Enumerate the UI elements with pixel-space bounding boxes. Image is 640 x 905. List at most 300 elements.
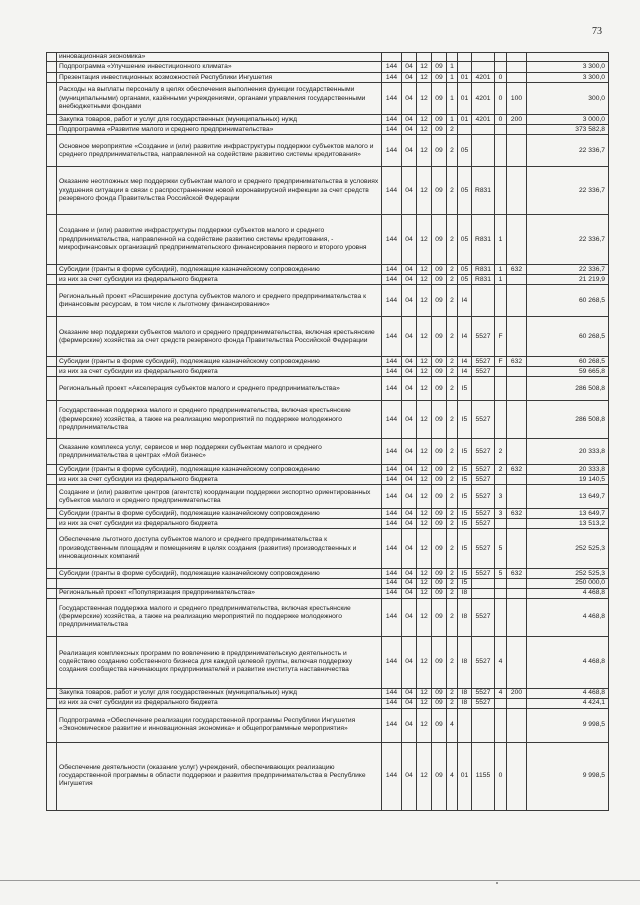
section-code: 04 bbox=[402, 135, 417, 167]
subsection-code: 12 bbox=[417, 377, 432, 401]
expense-type-code bbox=[507, 636, 527, 688]
program-code: 09 bbox=[432, 135, 447, 167]
direction-code: 5527 bbox=[472, 401, 495, 439]
subdirection-code bbox=[495, 62, 507, 73]
row-margin-cell bbox=[47, 83, 57, 115]
section-code: 04 bbox=[402, 285, 417, 317]
row-name: Создание и (или) развитие инфраструктуры поддержки субъектов малого и среднего предпринимательства, направленной на содействие развитию системы кредитования, - микрофинансовых организаций предпринимательского финансирования первого и второго уровня bbox=[57, 215, 382, 265]
subdirection-code: 1 bbox=[495, 215, 507, 265]
row-amount: 373 582,8 bbox=[527, 125, 609, 135]
ministry-code: 144 bbox=[382, 688, 402, 698]
section-code: 04 bbox=[402, 83, 417, 115]
subprogram-code: 2 bbox=[447, 569, 458, 579]
expense-type-code bbox=[507, 598, 527, 636]
row-margin-cell bbox=[47, 135, 57, 167]
row-amount bbox=[527, 53, 609, 62]
subdirection-code bbox=[495, 285, 507, 317]
direction-code bbox=[472, 135, 495, 167]
subsection-code: 12 bbox=[417, 588, 432, 598]
row-amount: 3 300,0 bbox=[527, 62, 609, 73]
ministry-code: 144 bbox=[382, 529, 402, 569]
row-margin-cell bbox=[47, 439, 57, 465]
subsection-code: 12 bbox=[417, 125, 432, 135]
subsection-code: 12 bbox=[417, 115, 432, 125]
event-code: I4 bbox=[458, 285, 472, 317]
program-code: 09 bbox=[432, 73, 447, 83]
event-code: I5 bbox=[458, 509, 472, 519]
row-name bbox=[57, 579, 382, 588]
subsection-code: 12 bbox=[417, 357, 432, 367]
subsection-code: 12 bbox=[417, 579, 432, 588]
event-code bbox=[458, 53, 472, 62]
program-code: 09 bbox=[432, 742, 447, 810]
subsection-code: 12 bbox=[417, 529, 432, 569]
subdirection-code: 1 bbox=[495, 265, 507, 275]
program-code: 09 bbox=[432, 367, 447, 377]
subdirection-code bbox=[495, 588, 507, 598]
row-margin-cell bbox=[47, 636, 57, 688]
ministry-code: 144 bbox=[382, 485, 402, 509]
section-code: 04 bbox=[402, 529, 417, 569]
subdirection-code bbox=[495, 519, 507, 529]
direction-code: 5527 bbox=[472, 529, 495, 569]
subsection-code: 12 bbox=[417, 401, 432, 439]
row-amount: 60 268,5 bbox=[527, 357, 609, 367]
event-code: I5 bbox=[458, 569, 472, 579]
program-code: 09 bbox=[432, 475, 447, 485]
subsection-code: 12 bbox=[417, 569, 432, 579]
row-amount: 9 998,5 bbox=[527, 708, 609, 742]
row-margin-cell bbox=[47, 509, 57, 519]
expense-type-code: 100 bbox=[507, 83, 527, 115]
event-code: 05 bbox=[458, 275, 472, 285]
table-row bbox=[47, 742, 609, 810]
row-name: Основное мероприятие «Создание и (или) развитие инфраструктуры поддержки субъектов малого и среднего предпринимательства, направленной на содействие развитию системы кредитования» bbox=[57, 135, 382, 167]
expense-type-code bbox=[507, 53, 527, 62]
event-code: I4 bbox=[458, 367, 472, 377]
expense-type-code bbox=[507, 708, 527, 742]
expense-type-code bbox=[507, 588, 527, 598]
subdirection-code: 1 bbox=[495, 275, 507, 285]
program-code: 09 bbox=[432, 377, 447, 401]
row-name: Государственная поддержка малого и среднего предпринимательства, включая крестьянские (фермерские) хозяйства, а также на реализацию мероприятий по поддержке молодежного предпринимательства bbox=[57, 598, 382, 636]
ministry-code: 144 bbox=[382, 569, 402, 579]
subprogram-code: 2 bbox=[447, 519, 458, 529]
table-row bbox=[47, 265, 609, 275]
program-code: 09 bbox=[432, 357, 447, 367]
section-code: 04 bbox=[402, 401, 417, 439]
row-name: из них за счет субсидии из федерального бюджета bbox=[57, 475, 382, 485]
event-code: 05 bbox=[458, 167, 472, 215]
table-row bbox=[47, 367, 609, 377]
table-body bbox=[47, 53, 609, 811]
program-code: 09 bbox=[432, 275, 447, 285]
direction-code: 5527 bbox=[472, 485, 495, 509]
row-margin-cell bbox=[47, 167, 57, 215]
row-name: Региональный проект «Расширение доступа субъектов малого и среднего предпринимательства к финансовым ресурсам, в том числе к льготному финансированию» bbox=[57, 285, 382, 317]
subprogram-code: 2 bbox=[447, 135, 458, 167]
row-margin-cell bbox=[47, 317, 57, 357]
subprogram-code: 2 bbox=[447, 636, 458, 688]
ministry-code: 144 bbox=[382, 509, 402, 519]
expense-type-code bbox=[507, 742, 527, 810]
table-row bbox=[47, 115, 609, 125]
table-row bbox=[47, 636, 609, 688]
row-amount: 13 649,7 bbox=[527, 509, 609, 519]
direction-code: 5527 bbox=[472, 465, 495, 475]
ministry-code: 144 bbox=[382, 285, 402, 317]
ministry-code: 144 bbox=[382, 742, 402, 810]
row-name: Обеспечение деятельности (оказание услуг) учреждений, обеспечивающих реализацию государственной программы в области поддержки и развития предпринимательства в Республике Ингушетия bbox=[57, 742, 382, 810]
program-code: 09 bbox=[432, 215, 447, 265]
row-name: Оказание комплекса услуг, сервисов и мер поддержки субъектам малого и среднего предпринимательства в центрах «Мой бизнес» bbox=[57, 439, 382, 465]
subdirection-code: F bbox=[495, 357, 507, 367]
row-amount: 252 525,3 bbox=[527, 529, 609, 569]
event-code: I5 bbox=[458, 519, 472, 529]
ministry-code: 144 bbox=[382, 125, 402, 135]
section-code: 04 bbox=[402, 215, 417, 265]
subsection-code: 12 bbox=[417, 265, 432, 275]
row-margin-cell bbox=[47, 401, 57, 439]
row-amount: 250 000,0 bbox=[527, 579, 609, 588]
table-row bbox=[47, 317, 609, 357]
direction-code: 5527 bbox=[472, 317, 495, 357]
subdirection-code: 3 bbox=[495, 485, 507, 509]
program-code: 09 bbox=[432, 317, 447, 357]
program-code: 09 bbox=[432, 83, 447, 115]
ministry-code: 144 bbox=[382, 698, 402, 708]
event-code: I8 bbox=[458, 698, 472, 708]
subsection-code: 12 bbox=[417, 439, 432, 465]
row-margin-cell bbox=[47, 285, 57, 317]
table-row bbox=[47, 401, 609, 439]
subdirection-code: 0 bbox=[495, 742, 507, 810]
table-row bbox=[47, 598, 609, 636]
expense-type-code bbox=[507, 529, 527, 569]
row-margin-cell bbox=[47, 275, 57, 285]
expense-type-code bbox=[507, 698, 527, 708]
section-code: 04 bbox=[402, 475, 417, 485]
direction-code: 4201 bbox=[472, 115, 495, 125]
event-code: I5 bbox=[458, 529, 472, 569]
row-amount: 21 219,9 bbox=[527, 275, 609, 285]
subprogram-code: 2 bbox=[447, 317, 458, 357]
row-margin-cell bbox=[47, 475, 57, 485]
subprogram-code: 2 bbox=[447, 579, 458, 588]
event-code: 05 bbox=[458, 265, 472, 275]
row-margin-cell bbox=[47, 215, 57, 265]
table-row bbox=[47, 135, 609, 167]
row-margin-cell bbox=[47, 367, 57, 377]
expense-type-code: 200 bbox=[507, 688, 527, 698]
row-name: Обеспечение льготного доступа субъектов малого и среднего предпринимательства к производственным площадям и помещениям в целях создания (развития) производственных и инновационных компаний bbox=[57, 529, 382, 569]
expense-type-code bbox=[507, 285, 527, 317]
event-code: I4 bbox=[458, 317, 472, 357]
section-code: 04 bbox=[402, 73, 417, 83]
expense-type-code bbox=[507, 401, 527, 439]
row-margin-cell bbox=[47, 73, 57, 83]
row-amount: 3 000,0 bbox=[527, 115, 609, 125]
row-margin-cell bbox=[47, 688, 57, 698]
table-row bbox=[47, 485, 609, 509]
subdirection-code bbox=[495, 401, 507, 439]
expense-type-code bbox=[507, 135, 527, 167]
scan-speck bbox=[496, 882, 498, 884]
subsection-code: 12 bbox=[417, 636, 432, 688]
subprogram-code: 2 bbox=[447, 529, 458, 569]
subprogram-code: 1 bbox=[447, 62, 458, 73]
expense-type-code bbox=[507, 475, 527, 485]
subprogram-code bbox=[447, 53, 458, 62]
subsection-code: 12 bbox=[417, 509, 432, 519]
event-code: 01 bbox=[458, 83, 472, 115]
ministry-code: 144 bbox=[382, 115, 402, 125]
subdirection-code: 4 bbox=[495, 688, 507, 698]
subprogram-code: 2 bbox=[447, 439, 458, 465]
table-row bbox=[47, 53, 609, 62]
program-code: 09 bbox=[432, 509, 447, 519]
direction-code bbox=[472, 53, 495, 62]
subprogram-code: 2 bbox=[447, 167, 458, 215]
subdirection-code bbox=[495, 53, 507, 62]
direction-code: 5527 bbox=[472, 367, 495, 377]
subdirection-code bbox=[495, 598, 507, 636]
program-code: 09 bbox=[432, 569, 447, 579]
section-code: 04 bbox=[402, 265, 417, 275]
table-row bbox=[47, 83, 609, 115]
event-code bbox=[458, 125, 472, 135]
direction-code: 5527 bbox=[472, 698, 495, 708]
section-code: 04 bbox=[402, 275, 417, 285]
subdirection-code: 5 bbox=[495, 569, 507, 579]
section-code: 04 bbox=[402, 439, 417, 465]
ministry-code: 144 bbox=[382, 215, 402, 265]
subsection-code: 12 bbox=[417, 285, 432, 317]
subsection-code: 12 bbox=[417, 215, 432, 265]
subdirection-code bbox=[495, 125, 507, 135]
subdirection-code: 0 bbox=[495, 73, 507, 83]
event-code: I8 bbox=[458, 598, 472, 636]
subprogram-code: 2 bbox=[447, 125, 458, 135]
ministry-code: 144 bbox=[382, 465, 402, 475]
subsection-code: 12 bbox=[417, 698, 432, 708]
row-name: Субсидии (гранты в форме субсидий), подлежащие казначейскому сопровождению bbox=[57, 465, 382, 475]
direction-code bbox=[472, 708, 495, 742]
row-margin-cell bbox=[47, 519, 57, 529]
subdirection-code: 3 bbox=[495, 509, 507, 519]
event-code bbox=[458, 708, 472, 742]
subprogram-code: 1 bbox=[447, 83, 458, 115]
row-amount: 252 525,3 bbox=[527, 569, 609, 579]
row-name: Презентация инвестиционных возможностей Республики Ингушетия bbox=[57, 73, 382, 83]
section-code: 04 bbox=[402, 742, 417, 810]
section-code: 04 bbox=[402, 377, 417, 401]
ministry-code: 144 bbox=[382, 519, 402, 529]
expense-type-code: 632 bbox=[507, 265, 527, 275]
ministry-code: 144 bbox=[382, 83, 402, 115]
program-code: 09 bbox=[432, 401, 447, 439]
direction-code: 5527 bbox=[472, 598, 495, 636]
ministry-code: 144 bbox=[382, 598, 402, 636]
row-amount: 286 508,8 bbox=[527, 401, 609, 439]
row-margin-cell bbox=[47, 485, 57, 509]
row-name: из них за счет субсидии из федерального бюджета bbox=[57, 367, 382, 377]
subprogram-code: 2 bbox=[447, 598, 458, 636]
row-amount: 20 333,8 bbox=[527, 439, 609, 465]
subprogram-code: 2 bbox=[447, 377, 458, 401]
row-margin-cell bbox=[47, 742, 57, 810]
event-code: I5 bbox=[458, 439, 472, 465]
row-margin-cell bbox=[47, 579, 57, 588]
direction-code: 4201 bbox=[472, 73, 495, 83]
row-name: Оказание мер поддержки субъектов малого и среднего предпринимательства, включая крестьянские (фермерские) хозяйства за счет средств резервного фонда Правительства Российской Федерации bbox=[57, 317, 382, 357]
row-amount: 22 336,7 bbox=[527, 215, 609, 265]
section-code: 04 bbox=[402, 167, 417, 215]
subdirection-code bbox=[495, 377, 507, 401]
section-code: 04 bbox=[402, 569, 417, 579]
ministry-code: 144 bbox=[382, 708, 402, 742]
section-code: 04 bbox=[402, 708, 417, 742]
subprogram-code: 2 bbox=[447, 357, 458, 367]
row-name: инновационная экономика» bbox=[57, 53, 382, 62]
event-code: 01 bbox=[458, 115, 472, 125]
program-code: 09 bbox=[432, 62, 447, 73]
expense-type-code bbox=[507, 275, 527, 285]
section-code: 04 bbox=[402, 519, 417, 529]
subsection-code: 12 bbox=[417, 475, 432, 485]
expense-type-code bbox=[507, 215, 527, 265]
expense-type-code: 632 bbox=[507, 569, 527, 579]
subdirection-code: 2 bbox=[495, 439, 507, 465]
direction-code: R831 bbox=[472, 215, 495, 265]
direction-code bbox=[472, 125, 495, 135]
subsection-code: 12 bbox=[417, 708, 432, 742]
table-row bbox=[47, 579, 609, 588]
direction-code: R831 bbox=[472, 275, 495, 285]
ministry-code: 144 bbox=[382, 367, 402, 377]
row-margin-cell bbox=[47, 588, 57, 598]
subsection-code: 12 bbox=[417, 519, 432, 529]
expense-type-code: 632 bbox=[507, 509, 527, 519]
table-row bbox=[47, 688, 609, 698]
subsection-code: 12 bbox=[417, 485, 432, 509]
row-amount: 13 649,7 bbox=[527, 485, 609, 509]
section-code: 04 bbox=[402, 317, 417, 357]
subdirection-code bbox=[495, 367, 507, 377]
row-amount: 4 424,1 bbox=[527, 698, 609, 708]
section-code: 04 bbox=[402, 62, 417, 73]
subdirection-code: 4 bbox=[495, 636, 507, 688]
expense-type-code bbox=[507, 519, 527, 529]
table-row bbox=[47, 377, 609, 401]
direction-code: 5527 bbox=[472, 439, 495, 465]
row-name: Субсидии (гранты в форме субсидий), подлежащие казначейскому сопровождению bbox=[57, 509, 382, 519]
expense-type-code bbox=[507, 125, 527, 135]
direction-code bbox=[472, 588, 495, 598]
subsection-code: 12 bbox=[417, 275, 432, 285]
direction-code bbox=[472, 62, 495, 73]
row-margin-cell bbox=[47, 529, 57, 569]
ministry-code: 144 bbox=[382, 167, 402, 215]
scan-edge-line bbox=[0, 880, 640, 881]
section-code: 04 bbox=[402, 579, 417, 588]
ministry-code: 144 bbox=[382, 579, 402, 588]
event-code: I5 bbox=[458, 579, 472, 588]
subdirection-code bbox=[495, 579, 507, 588]
row-amount: 19 140,5 bbox=[527, 475, 609, 485]
subsection-code: 12 bbox=[417, 135, 432, 167]
row-margin-cell bbox=[47, 465, 57, 475]
row-amount: 4 468,8 bbox=[527, 636, 609, 688]
program-code: 09 bbox=[432, 708, 447, 742]
ministry-code: 144 bbox=[382, 135, 402, 167]
row-name: Подпрограмма «Обеспечение реализации государственной программы Республики Ингушетия «Экономическое развитие и инновационная экономика» и общепрограммные мероприятия» bbox=[57, 708, 382, 742]
program-code: 09 bbox=[432, 588, 447, 598]
row-amount: 60 268,5 bbox=[527, 285, 609, 317]
expense-type-code bbox=[507, 73, 527, 83]
expense-type-code bbox=[507, 485, 527, 509]
subprogram-code: 2 bbox=[447, 509, 458, 519]
subdirection-code: 0 bbox=[495, 83, 507, 115]
program-code: 09 bbox=[432, 115, 447, 125]
row-amount: 3 300,0 bbox=[527, 73, 609, 83]
direction-code: 5527 bbox=[472, 509, 495, 519]
subprogram-code: 2 bbox=[447, 698, 458, 708]
row-amount: 22 336,7 bbox=[527, 135, 609, 167]
row-name: Реализация комплексных программ по вовлечению в предпринимательскую деятельность и содействию созданию собственного бизнеса для каждой целевой группы, включая поддержку создания сообщества начинающих предпринимателей и развитие института наставничества bbox=[57, 636, 382, 688]
row-amount: 20 333,8 bbox=[527, 465, 609, 475]
expense-type-code bbox=[507, 367, 527, 377]
section-code: 04 bbox=[402, 698, 417, 708]
program-code: 09 bbox=[432, 125, 447, 135]
section-code: 04 bbox=[402, 357, 417, 367]
direction-code: 5527 bbox=[472, 636, 495, 688]
row-amount: 300,0 bbox=[527, 83, 609, 115]
subsection-code: 12 bbox=[417, 73, 432, 83]
ministry-code: 144 bbox=[382, 636, 402, 688]
table-row bbox=[47, 275, 609, 285]
subsection-code: 12 bbox=[417, 465, 432, 475]
row-amount: 4 468,8 bbox=[527, 688, 609, 698]
subsection-code bbox=[417, 53, 432, 62]
row-name: Расходы на выплаты персоналу в целях обеспечения выполнения функции государственными (муниципальными) органами, казёнными учреждениями, органами управления государственными внебюджетными фондами bbox=[57, 83, 382, 115]
program-code: 09 bbox=[432, 465, 447, 475]
row-name: Закупка товаров, работ и услуг для государственных (муниципальных) нужд bbox=[57, 115, 382, 125]
section-code: 04 bbox=[402, 509, 417, 519]
ministry-code: 144 bbox=[382, 588, 402, 598]
table-row bbox=[47, 588, 609, 598]
program-code: 09 bbox=[432, 636, 447, 688]
row-name: Подпрограмма «Развитие малого и среднего предпринимательства» bbox=[57, 125, 382, 135]
subdirection-code: 2 bbox=[495, 465, 507, 475]
program-code: 09 bbox=[432, 285, 447, 317]
table-row bbox=[47, 62, 609, 73]
table-row bbox=[47, 167, 609, 215]
subsection-code: 12 bbox=[417, 367, 432, 377]
event-code: I5 bbox=[458, 377, 472, 401]
table-row bbox=[47, 519, 609, 529]
subprogram-code: 2 bbox=[447, 215, 458, 265]
ministry-code: 144 bbox=[382, 62, 402, 73]
row-name: Оказание неотложных мер поддержки субъектам малого и среднего предпринимательства в условиях ухудшения ситуации в связи с распространением новой коронавирусной инфекции за счет средств резервного фонда Правительства Российской Федерации bbox=[57, 167, 382, 215]
subprogram-code: 2 bbox=[447, 285, 458, 317]
table-row bbox=[47, 357, 609, 367]
section-code: 04 bbox=[402, 125, 417, 135]
page-number: 73 bbox=[592, 26, 602, 37]
row-name: Региональный проект «Акселерация субъектов малого и среднего предпринимательства» bbox=[57, 377, 382, 401]
row-name: Закупка товаров, работ и услуг для государственных (муниципальных) нужд bbox=[57, 688, 382, 698]
program-code: 09 bbox=[432, 167, 447, 215]
